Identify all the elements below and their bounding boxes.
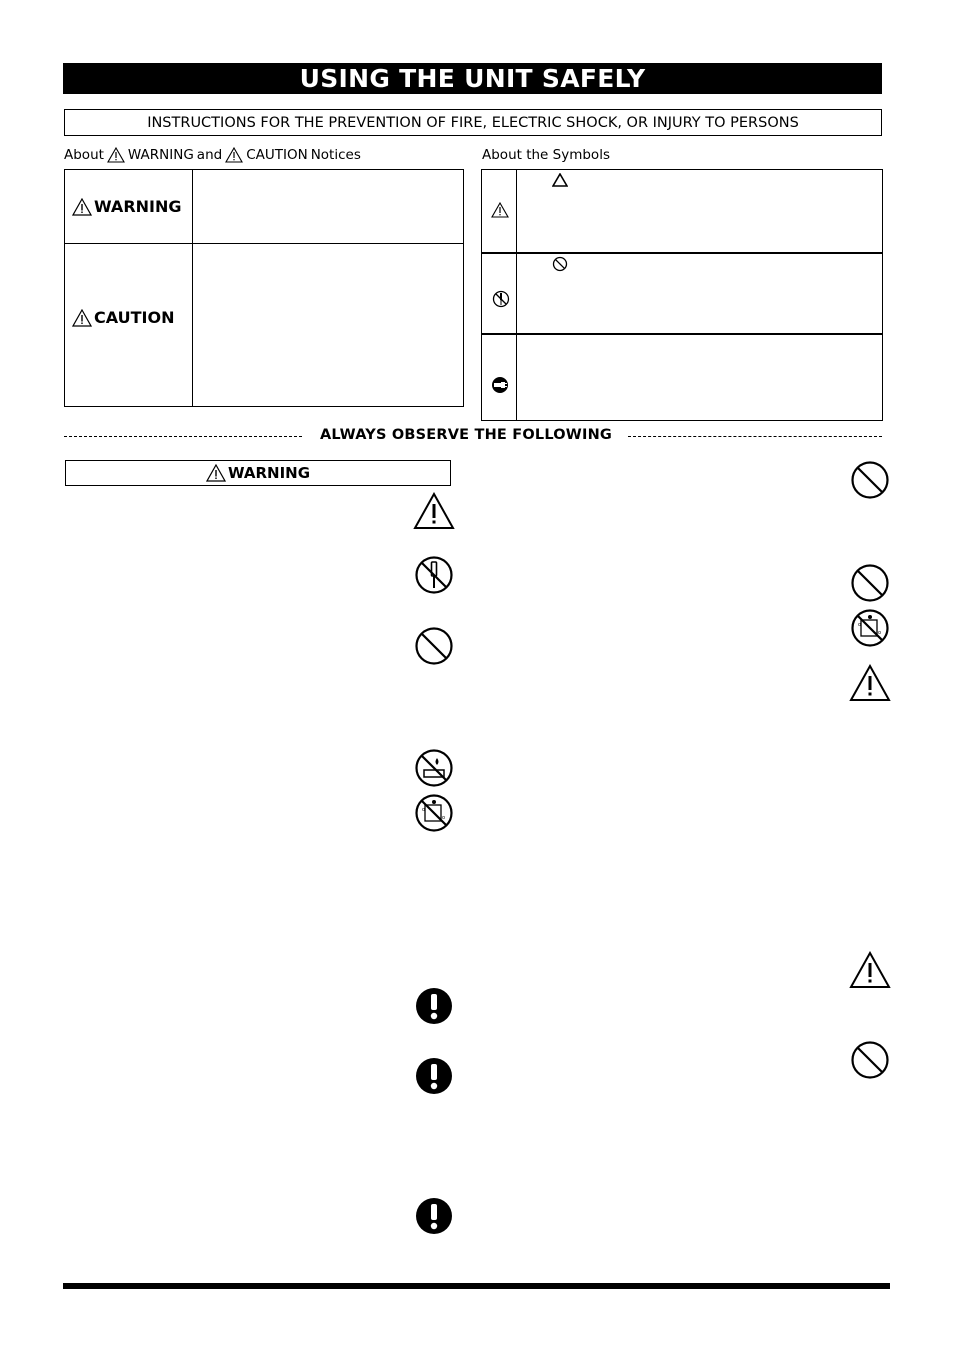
warning-label-text: WARNING [94,197,182,216]
svg-text:o: o [442,815,446,821]
svg-text:o: o [858,622,862,628]
mandatory-icon [414,1196,454,1236]
caution-triangle-icon [849,664,891,702]
caution-triangle-icon [225,147,243,163]
notices-table [64,169,464,407]
prohibited-icon [850,460,890,500]
no-children-icon [414,793,454,833]
about-caution-word: CAUTION [246,147,308,163]
caution-triangle-icon [413,492,455,530]
svg-text:o: o [422,807,426,813]
warning-section-label: WARNING [227,464,311,482]
about-suffix: Notices [310,147,361,163]
prohibited-icon [850,1040,890,1080]
prohibited-icon [414,626,454,666]
caution-triangle-icon [206,464,226,482]
caution-triangle-icon [491,202,509,218]
always-observe-heading: ALWAYS OBSERVE THE FOLLOWING [319,427,613,443]
page-title: USING THE UNIT SAFELY [63,63,882,94]
prohibited-icon [850,563,890,603]
caution-triangle-icon [107,147,125,163]
caution-label [72,308,174,327]
instructions-header: INSTRUCTIONS FOR THE PREVENTION OF FIRE, ELECTRIC SHOCK, OR INJURY TO PERSONS [64,109,882,136]
warning-label [72,197,182,216]
about-prefix: About [64,147,104,163]
warning-section-header [65,460,451,486]
triangle-symbol-icon [552,173,568,187]
svg-text:o: o [878,630,882,636]
about-notices-heading [64,147,361,163]
prohibited-symbol-icon [552,256,568,272]
caution-label-text: CAUTION [94,308,175,327]
symbols-table [481,169,883,421]
disassemble-prohibited-icon [414,555,454,595]
unplug-mandatory-icon [491,376,509,394]
mandatory-icon [414,986,454,1026]
about-warning-word: WARNING [127,147,194,163]
mandatory-icon [414,1056,454,1096]
about-and-word: and [196,147,223,163]
disassemble-prohibited-icon [492,290,510,308]
bottom-rule [63,1283,890,1289]
no-children-icon [850,608,890,648]
caution-triangle-icon [72,198,92,216]
no-water-icon [414,748,454,788]
caution-triangle-icon [72,309,92,327]
caution-triangle-icon [849,951,891,989]
about-symbols-heading: About the Symbols [482,147,610,163]
